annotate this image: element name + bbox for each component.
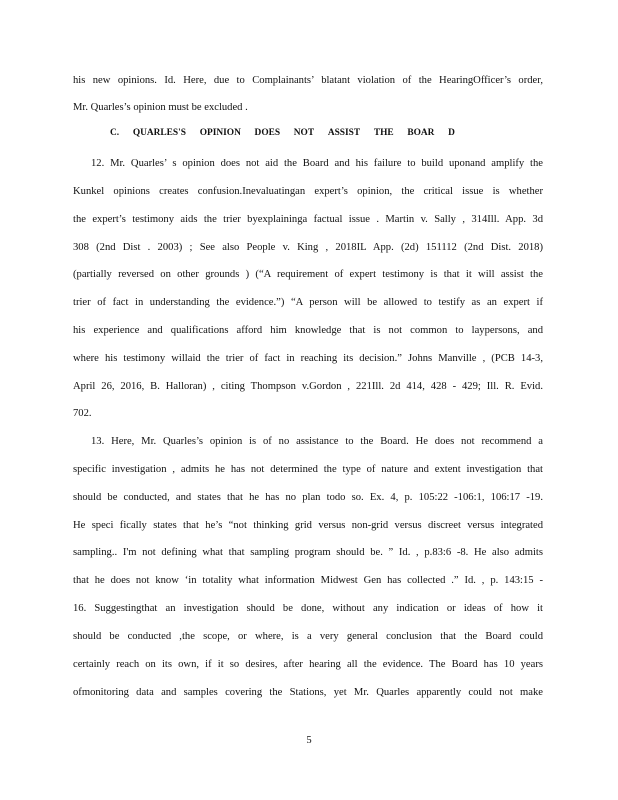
para12-line: 12. Mr. Quarles’ s opinion does not aid the Board and his failure to build uponand amplify the <box>91 158 543 169</box>
heading-word: ASSIST <box>327 128 361 138</box>
para12-line: April 26, 2016, B. Halloran) , citing Thompson v.Gordon , 221Ill. 2d 414, 428 - 429; Ill. R. Evid. <box>73 381 543 392</box>
para12-line: his experience and qualifications afford him knowledge that is not common to laypersons, and <box>73 325 543 336</box>
body-line: his new opinions. Id. Here, due to Complainants’ blatant violation of the HearingOfficer’s order, <box>73 75 543 86</box>
heading-letter: C. <box>110 128 120 138</box>
page-number: 5 <box>306 735 312 746</box>
heading-word: DOES <box>254 128 281 138</box>
para13-line: 16. Suggestingthat an investigation should be done, without any indication or ideas of how it <box>73 603 543 614</box>
para12-line: 308 (2nd Dist . 2003) ; See also People v. King , 2018IL App. (2d) 151112 (2nd Dist. 2018) <box>73 242 543 253</box>
para13-line: specific investigation , admits he has not determined the type of nature and extent investigation that <box>73 464 543 475</box>
para12-line: 702. <box>73 408 92 419</box>
heading-word: THE <box>373 128 394 138</box>
heading-word: OPINION <box>199 128 241 138</box>
heading-word: D <box>448 128 455 138</box>
heading-word: NOT <box>293 128 315 138</box>
para13-line: certainly reach on its own, if it so desires, after hearing all the evidence. The Board has 10 years <box>73 659 543 670</box>
para13-line: should be conducted, and states that he has no plan todo so. Ex. 4, p. 105:22 -106:1, 106:17 -19. <box>73 492 543 503</box>
para13-line: 13. Here, Mr. Quarles’s opinion is of no assistance to the Board. He does not recommend a <box>91 436 543 447</box>
section-heading <box>110 128 455 138</box>
para13-line: ofmonitoring data and samples covering the Stations, yet Mr. Quarles apparently could not make <box>73 687 543 698</box>
para13-line: sampling.. I'm not defining what that sampling program should be. ” Id. , p.83:6 -8. He also admits <box>73 547 543 558</box>
para12-line: the expert’s testimony aids the trier byexplaininga factual issue . Martin v. Sally , 314Ill. App. 3d <box>73 214 543 225</box>
heading-word: QUARLES'S <box>132 128 186 138</box>
para12-line: trier of fact in understanding the evidence.”) “A person will be allowed to testify as an expert if <box>73 297 543 308</box>
heading-word: BOAR <box>407 128 435 138</box>
para13-line: that he does not know ‘in totality what information Midwest Gen has collected .” Id. , p. 143:15 - <box>73 575 543 586</box>
para12-line: (partially reversed on other grounds ) (“A requirement of expert testimony is that it will assist the <box>73 269 543 280</box>
para13-line: should be conducted ,the scope, or where, is a very general conclusion that the Board could <box>73 631 543 642</box>
body-line: Mr. Quarles’s opinion must be excluded . <box>73 102 248 113</box>
para12-line: Kunkel opinions creates confusion.Inevaluatingan expert’s opinion, the critical issue is whether <box>73 186 543 197</box>
para12-line: where his testimony willaid the trier of fact in reaching its decision.” Johns Manville , (PCB 14-3, <box>73 353 543 364</box>
para13-line: He speci fically states that he’s “not thinking grid versus non-grid versus discreet versus integrated <box>73 520 543 531</box>
